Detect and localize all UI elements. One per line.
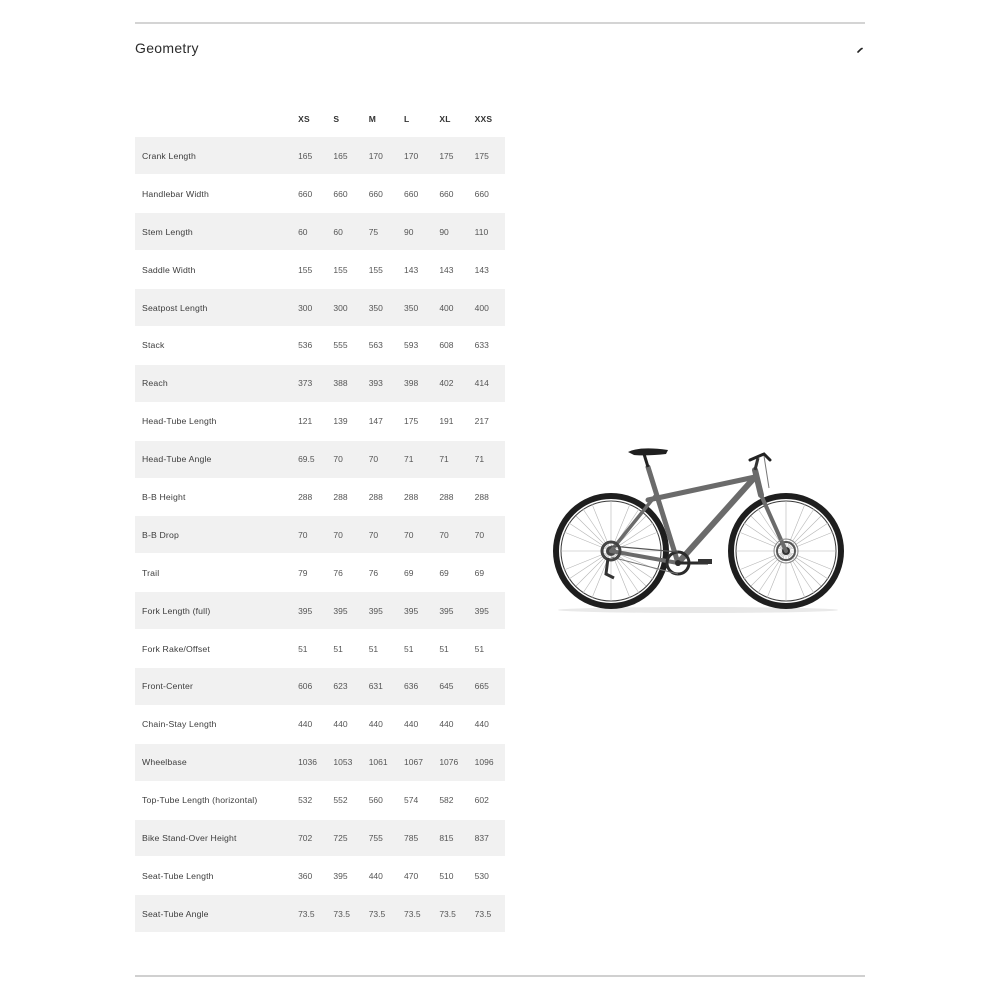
cell-value-s: 60 [328,213,363,251]
row-label: Seat-Tube Length [135,857,293,895]
cell-value-s: 70 [328,516,363,554]
row-label: Chain-Stay Length [135,705,293,743]
row-label: Top-Tube Length (horizontal) [135,781,293,819]
cell-value-l: 440 [399,705,434,743]
cell-value-xxs: 70 [470,516,505,554]
cell-value-xxs: 633 [470,326,505,364]
cell-value-m: 440 [364,857,399,895]
cell-value-xxs: 837 [470,819,505,857]
cell-value-xl: 70 [434,516,469,554]
cell-value-xxs: 414 [470,364,505,402]
cell-value-l: 170 [399,137,434,175]
cell-value-xxs: 440 [470,705,505,743]
cell-value-s: 395 [328,592,363,630]
cell-value-xs: 60 [293,213,328,251]
cell-value-s: 73.5 [328,895,363,933]
table-row [135,743,505,781]
section-title: Geometry [135,40,199,56]
row-label: Saddle Width [135,251,293,289]
cell-value-xs: 79 [293,554,328,592]
cell-value-xl: 73.5 [434,895,469,933]
row-label: Trail [135,554,293,592]
table-row [135,554,505,592]
cell-value-m: 75 [364,213,399,251]
cell-value-xl: 645 [434,667,469,705]
cell-value-s: 51 [328,630,363,668]
cell-value-xs: 373 [293,364,328,402]
cell-value-m: 563 [364,326,399,364]
cell-value-s: 660 [328,175,363,213]
cell-value-xl: 143 [434,251,469,289]
cell-value-m: 170 [364,137,399,175]
cell-value-l: 70 [399,516,434,554]
cell-value-xs: 121 [293,402,328,440]
top-divider [135,22,865,24]
cell-value-xxs: 143 [470,251,505,289]
row-label: Stack [135,326,293,364]
cell-value-xs: 532 [293,781,328,819]
table-row [135,289,505,327]
row-label: Head-Tube Length [135,402,293,440]
cell-value-l: 90 [399,213,434,251]
row-label: Handlebar Width [135,175,293,213]
cell-value-xxs: 175 [470,137,505,175]
cell-value-xl: 440 [434,705,469,743]
table-row [135,819,505,857]
cell-value-m: 660 [364,175,399,213]
cell-value-m: 393 [364,364,399,402]
row-label: Bike Stand-Over Height [135,819,293,857]
cell-value-l: 636 [399,667,434,705]
cell-value-xxs: 660 [470,175,505,213]
cell-value-xl: 288 [434,478,469,516]
cell-value-s: 388 [328,364,363,402]
size-header-l: L [404,113,410,124]
size-header-m: M [368,113,376,124]
cell-value-l: 395 [399,592,434,630]
cell-value-l: 1067 [399,743,434,781]
cell-value-m: 76 [364,554,399,592]
cell-value-l: 73.5 [399,895,434,933]
cell-value-s: 155 [328,251,363,289]
cell-value-l: 51 [399,630,434,668]
cell-value-l: 660 [399,175,434,213]
cell-value-s: 70 [328,440,363,478]
cell-value-l: 350 [399,289,434,327]
geometry-table-body [135,137,505,933]
cell-value-xs: 300 [293,289,328,327]
cell-value-m: 631 [364,667,399,705]
table-row [135,251,505,289]
table-row [135,213,505,251]
cell-value-m: 51 [364,630,399,668]
bottom-divider [135,975,865,977]
cell-value-xs: 73.5 [293,895,328,933]
cell-value-xs: 440 [293,705,328,743]
cell-value-l: 593 [399,326,434,364]
table-row [135,857,505,895]
row-label: Stem Length [135,213,293,251]
cell-value-m: 70 [364,516,399,554]
size-header-xs: XS [298,113,310,124]
cell-value-s: 555 [328,326,363,364]
cell-value-m: 440 [364,705,399,743]
cell-value-xs: 165 [293,137,328,175]
cell-value-xs: 606 [293,667,328,705]
cell-value-xxs: 400 [470,289,505,327]
cell-value-m: 288 [364,478,399,516]
cell-value-xs: 1036 [293,743,328,781]
cell-value-xl: 51 [434,630,469,668]
row-label: Crank Length [135,137,293,175]
size-header-xxs: XXS [474,113,493,124]
cell-value-m: 147 [364,402,399,440]
cell-value-xl: 395 [434,592,469,630]
cell-value-xl: 510 [434,857,469,895]
geometry-table [135,100,505,933]
cell-value-s: 139 [328,402,363,440]
cell-value-xl: 1076 [434,743,469,781]
cell-value-xl: 191 [434,402,469,440]
cell-value-l: 71 [399,440,434,478]
cell-value-s: 395 [328,857,363,895]
cell-value-xs: 536 [293,326,328,364]
cell-value-xs: 360 [293,857,328,895]
row-label: Fork Length (full) [135,592,293,630]
cell-value-xs: 288 [293,478,328,516]
cell-value-xs: 660 [293,175,328,213]
size-header-s: S [333,113,340,124]
cell-value-xl: 608 [434,326,469,364]
cell-value-xl: 660 [434,175,469,213]
table-row [135,175,505,213]
cell-value-m: 755 [364,819,399,857]
row-label: Reach [135,364,293,402]
cell-value-xxs: 73.5 [470,895,505,933]
cell-value-l: 470 [399,857,434,895]
cell-value-l: 175 [399,402,434,440]
cell-value-l: 785 [399,819,434,857]
cell-value-m: 560 [364,781,399,819]
size-header-xl: XL [439,113,451,124]
table-row [135,364,505,402]
cell-value-xl: 402 [434,364,469,402]
cell-value-l: 398 [399,364,434,402]
row-label: Fork Rake/Offset [135,630,293,668]
cell-value-m: 73.5 [364,895,399,933]
cell-value-xs: 51 [293,630,328,668]
cell-value-xxs: 602 [470,781,505,819]
row-label: Head-Tube Angle [135,440,293,478]
cell-value-xs: 155 [293,251,328,289]
cell-value-l: 288 [399,478,434,516]
cell-value-xl: 71 [434,440,469,478]
cell-value-xxs: 665 [470,667,505,705]
cell-value-s: 300 [328,289,363,327]
cell-value-s: 165 [328,137,363,175]
cell-value-xxs: 530 [470,857,505,895]
table-row [135,326,505,364]
table-row [135,592,505,630]
cell-value-m: 350 [364,289,399,327]
row-label: Seat-Tube Angle [135,895,293,933]
cell-value-xxs: 288 [470,478,505,516]
row-label: Seatpost Length [135,289,293,327]
table-row [135,440,505,478]
cell-value-m: 155 [364,251,399,289]
cell-value-s: 1053 [328,743,363,781]
cell-value-xl: 400 [434,289,469,327]
cell-value-xs: 69.5 [293,440,328,478]
cell-value-s: 440 [328,705,363,743]
cell-value-xxs: 69 [470,554,505,592]
table-row [135,667,505,705]
table-row [135,781,505,819]
cell-value-l: 69 [399,554,434,592]
table-row [135,516,505,554]
cell-value-xxs: 1096 [470,743,505,781]
cell-value-xl: 815 [434,819,469,857]
table-row [135,137,505,175]
cell-value-xxs: 110 [470,213,505,251]
table-row [135,478,505,516]
bike-image [548,440,848,620]
chevron-collapse-icon[interactable] [857,45,865,53]
cell-value-s: 76 [328,554,363,592]
cell-value-xl: 175 [434,137,469,175]
header-label-spacer [135,100,293,137]
cell-value-xl: 69 [434,554,469,592]
cell-value-xxs: 51 [470,630,505,668]
row-label: B-B Drop [135,516,293,554]
cell-value-l: 143 [399,251,434,289]
cell-value-m: 395 [364,592,399,630]
size-header-row [135,100,505,137]
cell-value-s: 552 [328,781,363,819]
cell-value-m: 70 [364,440,399,478]
row-label: B-B Height [135,478,293,516]
cell-value-s: 725 [328,819,363,857]
table-row [135,402,505,440]
geometry-accordion-header[interactable] [135,36,865,60]
cell-value-xs: 70 [293,516,328,554]
cell-value-xxs: 395 [470,592,505,630]
cell-value-xl: 582 [434,781,469,819]
cell-value-l: 574 [399,781,434,819]
cell-value-s: 623 [328,667,363,705]
cell-value-xxs: 217 [470,402,505,440]
table-row [135,895,505,933]
cell-value-xs: 702 [293,819,328,857]
cell-value-xl: 90 [434,213,469,251]
cell-value-s: 288 [328,478,363,516]
cell-value-xs: 395 [293,592,328,630]
row-label: Front-Center [135,667,293,705]
table-row [135,705,505,743]
table-row [135,630,505,668]
cell-value-xxs: 71 [470,440,505,478]
cell-value-m: 1061 [364,743,399,781]
row-label: Wheelbase [135,743,293,781]
